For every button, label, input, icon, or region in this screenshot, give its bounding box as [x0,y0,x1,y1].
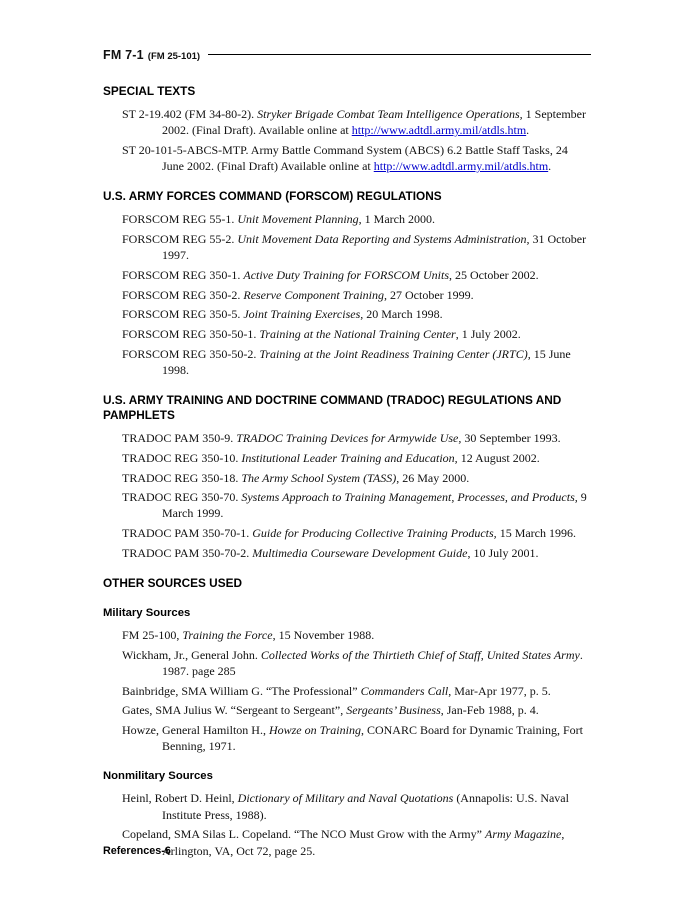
entry-text: FORSCOM REG 350-5. [122,307,244,322]
entry-text: FORSCOM REG 350-50-2. [122,346,260,361]
section [103,576,591,591]
entry-text: TRADOC REG 350-70. [122,490,242,505]
reference-entry [103,683,591,699]
section-heading: SPECIAL TEXTS [103,84,196,98]
subsection-heading: Military Sources [103,607,191,620]
entry-italic-text: Training at the Joint Readiness Training Center (JRTC), [259,346,531,361]
entry-italic-text: Stryker Brigade Combat Team Intelligence Operations, [257,107,523,121]
reference-entry [103,346,591,378]
reference-entry [103,211,591,227]
entry-italic-text: Reserve Component Training, [243,287,388,302]
section-heading: OTHER SOURCES USED [103,576,242,591]
section [103,189,591,378]
entry-text: (Annapolis: U.S. Naval Institute Press, 1988). [162,791,569,822]
entry-italic-text: Howze on Training [268,723,361,738]
entry-text: TRADOC PAM 350-70-1. [122,526,253,541]
entry-italic-text: Army Magazine [484,827,562,842]
section-heading: U.S. ARMY FORCES COMMAND (FORSCOM) REGULATIONS [103,189,442,204]
reference-entry [103,142,591,174]
entry-text: , Mar-Apr 1977, p. 5. [448,683,551,698]
reference-entry [103,470,591,486]
entry-italic-text: Guide for Producing Collective Training Products, [252,526,497,541]
entry-text: 15 June 1998. [162,346,571,377]
reference-link[interactable]: http://www.adtdl.army.mil/atdls.htm [373,159,549,174]
reference-entry [103,267,591,283]
reference-entry [103,545,591,561]
reference-entry [103,430,591,446]
reference-entry [103,826,591,858]
entry-text: 9 March 1999. [162,490,587,521]
entry-text: FM 25-100, [122,628,183,643]
entry-text: Wickham, Jr., General John. [122,647,261,662]
reference-entry [103,489,591,521]
entry-italic-text: Training the Force [182,628,273,643]
entry-text: ST 2-19.402 (FM 34-80-2). [122,107,258,121]
document-sections [103,84,591,859]
entry-text: TRADOC PAM 350-70-2. [122,545,253,560]
entry-italic-text: Unit Movement Planning [237,212,359,227]
entry-text: TRADOC PAM 350-9. [122,431,237,446]
entry-italic-text: Unit Movement Data Reporting and Systems Administration, [237,232,530,247]
entry-italic-text: Commanders Call [360,683,449,698]
page-footer: References-6 [103,845,171,857]
entry-text: 12 August 2002. [457,450,540,465]
entry-text: TRADOC REG 350-10. [122,450,242,465]
entry-text: , 26 May 2000. [396,470,470,485]
entry-italic-text: Joint Training Exercises [243,307,361,322]
entry-text: FORSCOM REG 55-2. [122,232,238,247]
reference-entry [103,326,591,342]
reference-entry [103,627,591,643]
entry-text: ST 20-101-5-ABCS-MTP. Army Battle Command System (ABCS) 6.2 Battle Staff Tasks, 24 June 2002. (Final Draft) Available online at [122,142,568,174]
header-title: FM 7-1 [103,48,144,62]
entry-text: Howze, General Hamilton H., [122,723,269,738]
entry-text: . 1987. page 285 [162,647,583,678]
reference-entry [103,790,591,822]
entry-text: 30 September 1993. [461,431,561,446]
page-header [103,48,591,62]
entry-italic-text: Training at the National Training Center [259,327,456,342]
reference-entry [103,702,591,718]
reference-entry [103,647,591,679]
section [103,84,591,174]
entry-text: , Jan-Feb 1988, p. 4. [440,703,539,718]
entry-text: , 20 March 1998. [360,307,443,322]
entry-text: Heinl, Robert D. Heinl, [122,791,238,806]
entry-text: 15 March 1996. [496,526,577,541]
reference-entry [103,287,591,303]
section-heading: U.S. ARMY TRAINING AND DOCTRINE COMMAND (TRADOC) REGULATIONS AND PAMPHLETS [103,393,562,423]
entry-text: Copeland, SMA Silas L. Copeland. “The NCO Must Grow with the Army” [122,827,485,842]
entry-italic-text: Collected Works of the Thirtieth Chief of Staff, United States Army [260,647,580,662]
reference-entry [103,525,591,541]
entry-text: 27 October 1999. [387,287,474,302]
entry-italic-text: The Army School System (TASS) [241,470,397,485]
entry-text: TRADOC REG 350-18. [122,470,242,485]
entry-italic-text: Dictionary of Military and Naval Quotations [237,791,454,806]
reference-entry [103,450,591,466]
entry-text: 31 October 1997. [162,232,587,263]
entry-text: . [526,123,530,138]
subsection-heading: Nonmilitary Sources [103,770,213,783]
entry-text: . [548,159,552,174]
reference-link[interactable]: http://www.adtdl.army.mil/atdls.htm [351,123,527,138]
entry-text: , CONARC Board for Dynamic Training, Fort Benning, 1971. [162,723,583,754]
entry-text: Gates, SMA Julius W. “Sergeant to Sergeant”, [122,703,347,718]
entry-text: , 1 July 2002. [455,327,521,342]
header-subtitle: (FM 25-101) [147,51,201,62]
entry-italic-text: Institutional Leader Training and Education, [241,450,458,465]
entry-text: FORSCOM REG 350-2. [122,287,244,302]
reference-entry [103,722,591,754]
entry-italic-text: Active Duty Training for FORSCOM Units [243,267,450,282]
entry-text: , 1 March 2000. [358,212,435,227]
entry-text: FORSCOM REG 55-1. [122,212,238,227]
entry-text: , 10 July 2001. [467,545,539,560]
entry-text: , 25 October 2002. [449,267,539,282]
reference-entry [103,231,591,263]
header-rule [208,54,591,55]
reference-entry [103,306,591,322]
entry-italic-text: Systems Approach to Training Management, Processes, and Products, [241,490,578,505]
entry-text: Bainbridge, SMA William G. “The Professional” [122,683,361,698]
entry-italic-text: Sergeants’ Business [346,703,441,718]
entry-text: , Arlington, VA, Oct 72, page 25. [162,827,565,858]
entry-text: , 15 November 1988. [272,628,375,643]
section [103,393,591,561]
section [103,606,591,754]
entry-text: FORSCOM REG 350-50-1. [122,327,260,342]
entry-text: FORSCOM REG 350-1. [122,267,244,282]
section [103,769,591,858]
reference-entry [103,106,591,138]
entry-italic-text: TRADOC Training Devices for Armywide Use, [236,431,462,446]
entry-text: 1 September 2002. (Final Draft). Available online at [162,107,586,138]
entry-italic-text: Multimedia Courseware Development Guide [252,545,468,560]
